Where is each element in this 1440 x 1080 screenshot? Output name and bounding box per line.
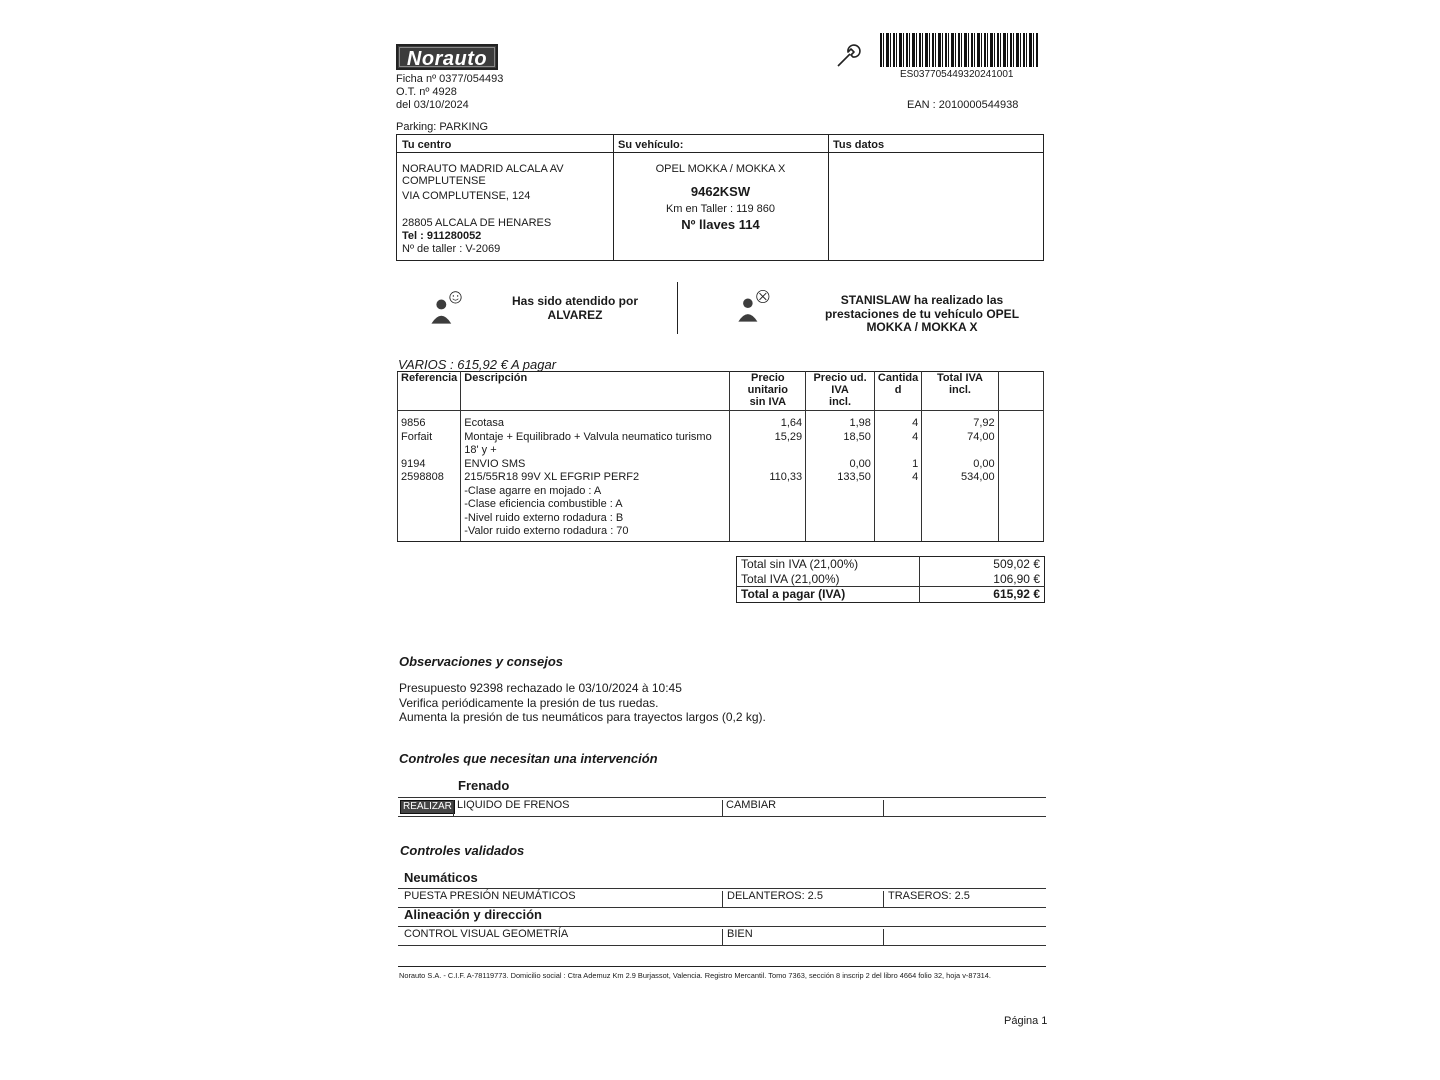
col-precio-iva: Precio ud. IVA incl. (806, 372, 875, 411)
row-unit: 1,64 (730, 417, 806, 431)
attended-divider (677, 282, 678, 334)
attended-text (500, 294, 650, 322)
mechanic-line-1: STANISLAW ha realizado las (840, 293, 1004, 307)
total-sin-iva-row (737, 557, 1045, 572)
vehiculo-plate: 9462KSW (690, 184, 751, 199)
footer-divider (398, 966, 1046, 967)
row-desc: -Valor ruido externo rodadura : 70 (461, 525, 730, 542)
table-row (398, 458, 1044, 472)
row-desc: -Clase eficiencia combustible : A (461, 498, 730, 512)
wrench-icon (834, 40, 864, 70)
centro-heading: Tu centro (402, 139, 452, 151)
row-desc: 215/55R18 99V XL EFGRIP PERF2 (461, 471, 730, 485)
total-iva-value: 106,90 € (920, 572, 1045, 587)
row-qty: 4 (874, 431, 921, 458)
col-precio-unitario: Precio unitario sin IVA (730, 372, 806, 411)
advisor-avatar-icon (430, 288, 464, 328)
document-date: del 03/10/2024 (396, 99, 469, 111)
row-total: 0,00 (922, 458, 998, 472)
row-unit-iva: 18,50 (806, 431, 875, 458)
control-value-bien: BIEN (727, 928, 753, 940)
total-sin-iva-value: 509,02 € (920, 557, 1045, 572)
centro-street: VIA COMPLUTENSE, 124 (402, 190, 531, 202)
observaciones-title: Observaciones y consejos (399, 654, 564, 669)
col-descripcion: Descripción (461, 372, 730, 411)
row-desc: Ecotasa (461, 417, 730, 431)
control-row-presion (398, 888, 1046, 908)
total-sin-iva-label: Total sin IVA (21,00%) (741, 557, 859, 571)
realizar-badge: REALIZAR (400, 800, 455, 814)
col-total: Total IVA incl. (922, 372, 998, 411)
row-unit (730, 458, 806, 472)
total-iva-row (737, 572, 1045, 587)
table-row (398, 417, 1044, 431)
mechanic-line-3: MOKKA / MOKKA X (866, 320, 978, 334)
ficha-number: Ficha nº 0377/054493 (396, 73, 504, 85)
controles-intervencion-title: Controles que necesitan una intervención (399, 751, 658, 766)
neumaticos-group-title: Neumáticos (404, 870, 478, 885)
row-ref: 9856 (398, 417, 461, 431)
row-ref: 2598808 (398, 471, 461, 485)
row-total: 534,00 (922, 471, 998, 485)
frenado-group-title: Frenado (458, 778, 510, 793)
ot-number: O.T. nº 4928 (396, 86, 457, 98)
total-pagar-row (737, 587, 1045, 603)
controles-validados-title: Controles validados (400, 843, 525, 858)
control-value-delanteros: DELANTEROS: 2.5 (727, 890, 823, 902)
row-unit: 15,29 (730, 431, 806, 458)
mechanic-avatar-icon (737, 286, 771, 326)
totals-table (736, 556, 1045, 603)
centro-taller: Nº de taller : V-2069 (402, 243, 501, 255)
total-pagar-value: 615,92 € (920, 587, 1045, 603)
control-item: PUESTA PRESIÓN NEUMÁTICOS (404, 890, 576, 902)
row-desc: ENVIO SMS (461, 458, 730, 472)
total-pagar-label: Total a pagar (IVA) (737, 587, 920, 603)
footer-legal: Norauto S.A. - C.I.F. A-78119773. Domicilio social : Ctra Ademuz Km 2.9 Burjassot, Valencia. Registro Mercantil. Tomo 7363, sección 8 inscrip 2 del libro 4664 folio 32, hoja v-87314. (399, 971, 991, 980)
observaciones-line-3: Aumenta la presión de tus neumáticos para trayectos largos (0,2 kg). (399, 710, 766, 724)
row-desc: -Clase agarre en mojado : A (461, 485, 730, 499)
row-unit-iva: 133,50 (806, 471, 875, 485)
vehiculo-llaves: Nº llaves 114 (681, 217, 760, 232)
col-extra (998, 372, 1043, 411)
centro-name-1: NORAUTO MADRID ALCALA AV (402, 163, 564, 175)
row-unit-iva: 0,00 (806, 458, 875, 472)
mechanic-line-2: prestaciones de tu vehículo OPEL (824, 306, 1020, 321)
control-item: CONTROL VISUAL GEOMETRÍA (404, 928, 569, 940)
col-cantidad: Cantida d (874, 372, 921, 411)
control-value-traseros: TRASEROS: 2.5 (888, 890, 970, 902)
norauto-logo: Norauto (396, 44, 498, 70)
attended-line-1: Has sido atendido por (511, 294, 638, 308)
row-total: 74,00 (922, 431, 998, 458)
row-qty: 4 (874, 471, 921, 485)
items-table (397, 371, 1044, 542)
vehiculo-model: OPEL MOKKA / MOKKA X (655, 163, 786, 175)
observaciones-text (399, 681, 766, 725)
table-row (398, 471, 1044, 485)
control-action: CAMBIAR (726, 799, 777, 811)
control-row-geometria (398, 926, 1046, 946)
row-desc: Montaje + Equilibrado + Valvula neumatico turismo 18' y + (461, 431, 730, 458)
row-ref: 9194 (398, 458, 461, 472)
parking-label: Parking: PARKING (396, 121, 489, 133)
total-iva-label: Total IVA (21,00%) (741, 571, 840, 586)
varios-title: VARIOS : 615,92 € A pagar (398, 357, 557, 372)
ean-code: EAN : 2010000544938 (907, 99, 1019, 111)
col-referencia: Referencia (398, 372, 461, 411)
barcode (880, 33, 1038, 67)
info-panel (396, 134, 1044, 261)
control-row-frenos (398, 797, 1046, 817)
control-item: LIQUIDO DE FRENOS (457, 799, 570, 811)
table-row (398, 525, 1044, 542)
table-row (398, 512, 1044, 526)
centro-tel: Tel : 911280052 (402, 230, 482, 242)
barcode-number: ES037705449320241001 (900, 69, 1014, 80)
row-unit-iva: 1,98 (806, 417, 875, 431)
mechanic-text (812, 294, 1032, 335)
row-qty: 1 (874, 458, 921, 472)
row-ref: Forfait (398, 431, 461, 458)
page-number: Página 1 (1004, 1015, 1048, 1027)
table-row (398, 485, 1044, 499)
vehiculo-heading: Su vehículo: (618, 139, 684, 151)
centro-city: 28805 ALCALA DE HENARES (402, 217, 552, 229)
row-unit: 110,33 (730, 471, 806, 485)
vehiculo-km: Km en Taller : 119 860 (665, 203, 776, 215)
centro-name-2: COMPLUTENSE (402, 175, 486, 187)
attended-line-2: ALVAREZ (547, 308, 603, 322)
observaciones-line-2: Verifica periódicamente la presión de tus ruedas. (399, 695, 659, 710)
table-row (398, 431, 1044, 458)
table-row (398, 498, 1044, 512)
datos-heading: Tus datos (833, 139, 885, 151)
row-qty: 4 (874, 417, 921, 431)
row-total: 7,92 (922, 417, 998, 431)
alineacion-group-title: Alineación y dirección (404, 907, 542, 922)
row-desc: -Nivel ruido externo rodadura : B (461, 512, 730, 526)
observaciones-line-1: Presupuesto 92398 rechazado le 03/10/2024 à 10:45 (399, 681, 682, 695)
